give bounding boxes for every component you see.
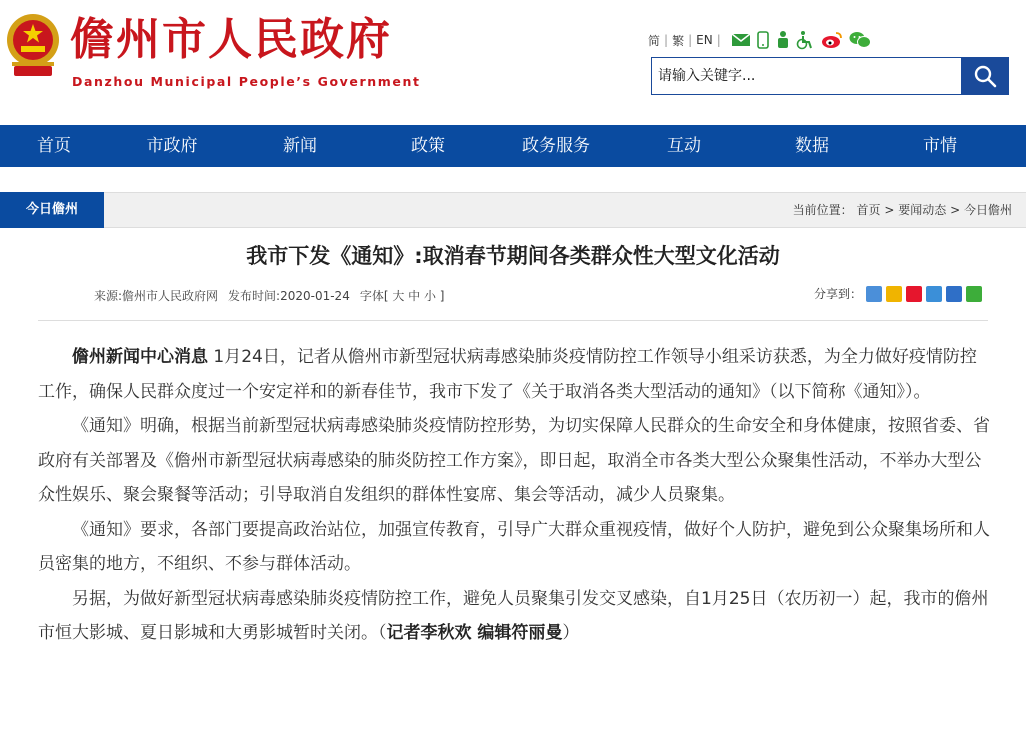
- share-more-icon[interactable]: [866, 286, 882, 302]
- site-title[interactable]: 儋州市人民政府: [70, 14, 392, 65]
- search-box: [651, 57, 1009, 95]
- divider: |: [716, 33, 721, 47]
- accessibility-icon[interactable]: [775, 30, 815, 50]
- share-label: 分享到：: [813, 287, 862, 301]
- mobile-icon[interactable]: [757, 31, 769, 49]
- breadcrumb: [793, 193, 1012, 227]
- lead-text: 儋州新闻中心消息: [72, 347, 208, 367]
- article-title: 我市下发《通知》:取消春节期间各类群众性大型文化活动: [246, 244, 780, 268]
- byline: 记者李秋欢 编辑符丽曼: [386, 623, 563, 643]
- divider: [38, 320, 988, 321]
- nav-item-city-info[interactable]: 市情: [923, 136, 957, 156]
- emblem-icon: [4, 10, 62, 80]
- nav-item-data[interactable]: 数据: [795, 136, 829, 156]
- paragraph: 儋州新闻中心消息 1月24日，记者从儋州市新型冠状病毒感染肺炎疫情防控工作领导小组采访获悉，为全力做好疫情防控工作，确保人民群众度过一个安定祥和的新春佳节，我市下发了《关于取消各类大型活动的通知》（以下简称《通知》）。: [38, 347, 977, 402]
- article-source: 来源:儋州市人民政府网: [94, 289, 219, 303]
- article-meta: [94, 287, 444, 304]
- nav-item-interaction[interactable]: 互动: [667, 136, 701, 156]
- paragraph: 另据，为做好新型冠状病毒感染肺炎疫情防控工作，避免人员聚集引发交叉感染，自1月25日（农历初一）起，我市的儋州市恒大影城、夏日影城和大勇影城暂时关闭。（记者李秋欢 编辑符丽曼）: [38, 588, 989, 643]
- breadcrumb-link-home[interactable]: 首页: [856, 203, 881, 217]
- breadcrumb-separator: >: [884, 203, 895, 217]
- share-wechat-icon[interactable]: [966, 286, 982, 302]
- divider: |: [688, 33, 693, 47]
- article-body: [38, 340, 990, 651]
- share-renren-icon[interactable]: [946, 286, 962, 302]
- main-nav: [0, 125, 1026, 167]
- nav-item-services[interactable]: 政务服务: [522, 136, 590, 156]
- nav-item-news[interactable]: 新闻: [283, 136, 317, 156]
- wechat-icon[interactable]: [849, 31, 871, 49]
- share-bar: [814, 285, 982, 302]
- breadcrumb-bar: [0, 192, 1026, 228]
- search-input[interactable]: [652, 58, 961, 94]
- lang-english-link[interactable]: EN: [696, 33, 713, 47]
- nav-item-home[interactable]: 首页: [37, 136, 71, 156]
- font-size-controls[interactable]: 字体[ 大 中 小 ]: [359, 289, 445, 303]
- site-header: [0, 0, 1026, 125]
- weibo-icon[interactable]: [821, 31, 843, 49]
- article-date: 发布时间:2020-01-24: [228, 289, 350, 303]
- site-title-english: Danzhou Municipal People’s Government: [72, 74, 421, 89]
- breadcrumb-link-news[interactable]: 要闻动态: [898, 203, 947, 217]
- mail-icon[interactable]: [731, 32, 751, 48]
- breadcrumb-separator: >: [950, 203, 961, 217]
- section-tab[interactable]: 今日儋州: [0, 192, 104, 228]
- breadcrumb-link-today[interactable]: 今日儋州: [963, 203, 1012, 217]
- share-qzone-icon[interactable]: [886, 286, 902, 302]
- nav-item-government[interactable]: 市政府: [146, 136, 198, 156]
- paragraph: 《通知》明确，根据当前新型冠状病毒感染肺炎疫情防控形势，为切实保障人民群众的生命安全和身体健康，按照省委、省政府有关部署及《儋州市新型冠状病毒感染的肺炎防控工作方案》，即日起，取消全市各类大型公众聚集性活动，不举办大型公众性娱乐、聚会聚餐等活动；引导取消自发组织的群体性宴席、集会等活动，减少人员聚集。: [38, 416, 990, 505]
- share-tencent-icon[interactable]: [926, 286, 942, 302]
- breadcrumb-label: 当前位置：: [792, 203, 853, 217]
- nav-item-policy[interactable]: 政策: [411, 136, 445, 156]
- divider: |: [664, 33, 669, 47]
- share-weibo-icon[interactable]: [906, 286, 922, 302]
- top-links: [648, 30, 871, 50]
- search-button[interactable]: [961, 58, 1008, 94]
- search-icon: [973, 64, 997, 88]
- paragraph: 《通知》要求，各部门要提高政治站位，加强宣传教育，引导广大群众重视疫情，做好个人防护，避免到公众聚集场所和人员密集的地方，不组织、不参与群体活动。: [38, 519, 990, 574]
- lang-simplified-link[interactable]: 简: [648, 33, 661, 48]
- lang-traditional-link[interactable]: 繁: [672, 33, 685, 48]
